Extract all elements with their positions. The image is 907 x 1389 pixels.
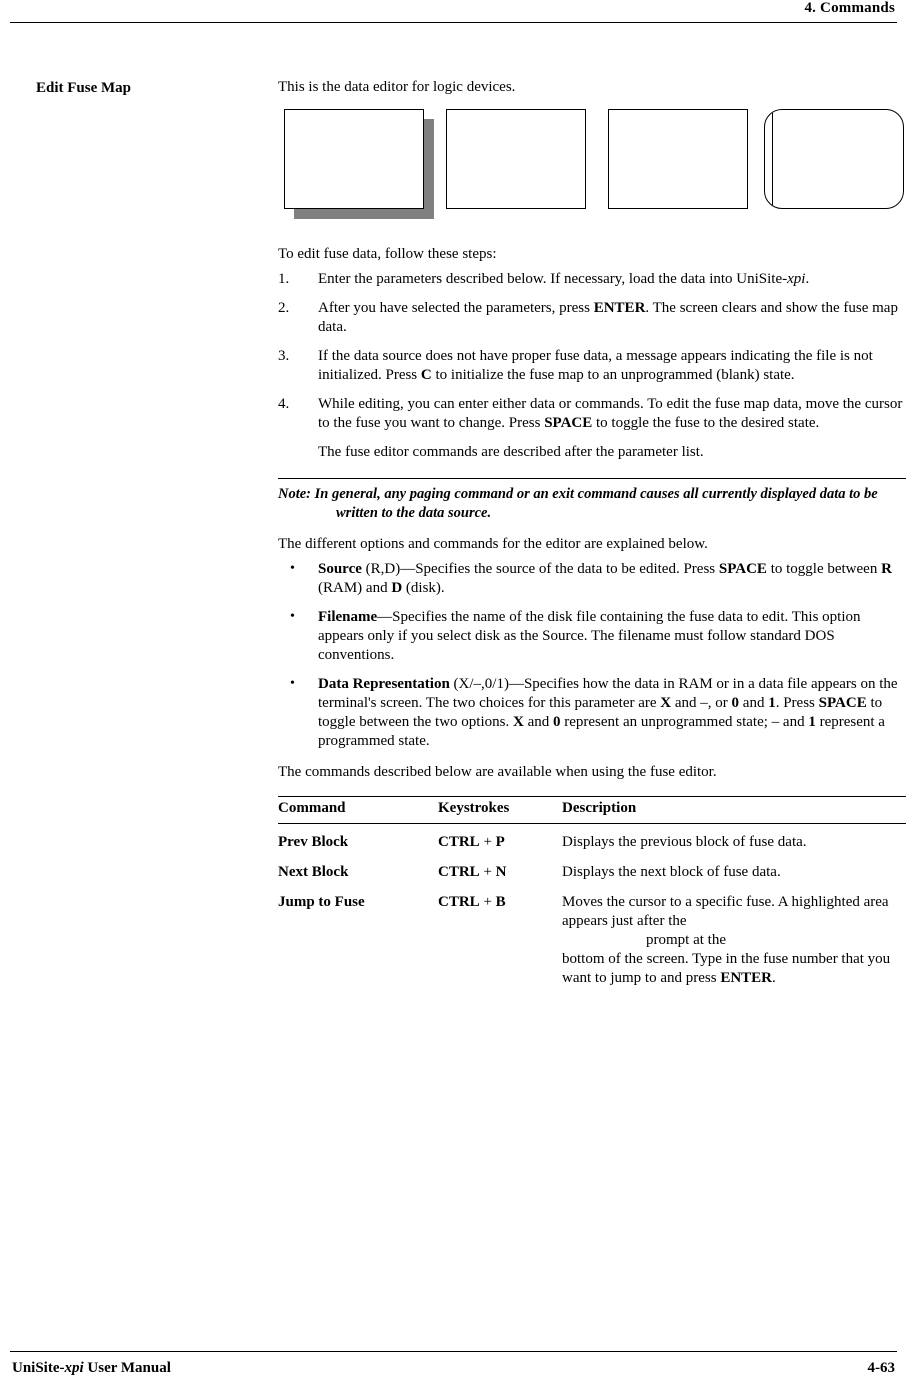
text-run: represent an unprogrammed state; – and [560,714,809,730]
bullet-icon: • [290,609,295,624]
option-text [318,609,861,663]
emphasis-bold: R [881,561,892,577]
command-name: Next Block [278,864,349,880]
text-run: to toggle the fuse to the desired state. [592,415,820,431]
text-run: . The screen clears and show the fuse map data. [318,300,898,335]
options-list [278,560,906,751]
screen-box-1 [284,109,424,209]
step-item [278,347,906,385]
step-text [318,271,809,287]
footer-manual-italic: xpi [64,1360,84,1376]
emphasis-bold: X [660,695,672,711]
intro-paragraph: This is the data editor for logic devices. [278,79,516,95]
table-intro: The commands described below are available when using the fuse editor. [278,764,717,780]
text-run: If the data source does not have proper fuse data, a message appears indicating the file is not initialized. Press [318,348,873,383]
table-row [278,824,906,855]
option-item [278,608,906,665]
chapter-title: 4. Commands [804,0,895,16]
command-name: Prev Block [278,834,349,850]
key-name: SPACE [818,695,867,711]
emphasis-bold: 1 [808,714,816,730]
note-text: In general, any paging command or an exit command causes all currently displayed data to be written to the data source. [314,486,878,521]
screen-box-3 [608,109,748,209]
text-run: represent a programmed state. [318,714,885,749]
step-item [278,270,906,289]
text-run: —Specifies the name of the disk file containing the fuse data to edit. This option appears only if you select disk as the Source. The filename must follow standard DOS conventions. [318,609,861,663]
text-run: bottom of the screen. Type in the fuse number that you want to jump to and press [562,951,891,986]
screen-box-2 [446,109,586,209]
cell-keystrokes [438,824,562,855]
table-header-row [278,797,906,824]
footer-divider [10,1351,897,1352]
step-number: 4. [278,396,290,412]
section-heading: Edit Fuse Map [36,80,132,96]
footer-page-number: 4-63 [867,1360,895,1376]
steps-list [278,270,906,433]
emphasis-bold: C [420,367,432,383]
emphasis-bold: 0 [731,695,740,711]
cell-description [562,884,906,990]
options-intro: The different options and commands for the editor are explained below. [278,536,708,552]
emphasis-bold: 1 [768,695,776,711]
emphasis-bold: B [495,894,506,910]
emphasis-bold: D [391,580,403,596]
footer-manual-title [12,1360,171,1377]
bullet-icon: • [290,561,295,576]
text-run: to toggle between the two options. [318,695,883,730]
text-run: . [805,271,810,287]
emphasis-bold: 0 [552,714,561,730]
text-run: Enter the parameters described below. If necessary, load the data into UniSite- [318,271,788,287]
emphasis-bold: Filename [318,609,378,625]
step-text [318,396,902,431]
step-number: 1. [278,271,290,287]
text-run: After you have selected the parameters, press [318,300,594,316]
cell-keystrokes [438,884,562,990]
step-text [318,348,873,383]
step-number: 2. [278,300,290,316]
step-item [278,395,906,433]
key-name: CTRL [438,894,480,910]
table-header-description: Description [562,797,906,824]
text-run: to initialize the fuse map to an unprogrammed (blank) state. [431,367,795,383]
emphasis-bold: X [512,714,524,730]
key-name: CTRL [438,834,480,850]
text-run: (X/–,0/1)—Specifies how the data in RAM or in a data file appears on the terminal's screen. The two choices for this parameter are [318,676,898,711]
table-header-command: Command [278,797,438,824]
text-run: + [479,864,496,880]
key-name: SPACE [718,561,767,577]
note-divider [278,478,906,479]
cell-command [278,884,438,990]
table-header-keystrokes: Keystrokes [438,797,562,824]
steps-lead-in: To edit fuse data, follow these steps: [278,246,497,262]
option-item [278,675,906,751]
key-name: CTRL [438,864,480,880]
option-item [278,560,906,598]
text-run: and –, or [671,695,732,711]
step-text [318,300,898,335]
content-column [278,78,906,990]
text-run: and [523,714,553,730]
option-text [318,676,898,749]
emphasis-italic: xpi [787,271,806,287]
emphasis-bold: N [495,864,507,880]
footer-manual-prefix: UniSite- [12,1360,65,1376]
steps-follow-up: The fuse editor commands are described after the parameter list. [318,444,704,460]
text-run: (RAM) and [318,580,392,596]
text-run: + [479,834,496,850]
cell-keystrokes [438,854,562,884]
text-run: (disk). [402,580,445,596]
screen-box-4 [764,109,904,209]
table-body [278,824,906,991]
command-name: Jump to Fuse [278,894,365,910]
screens-illustration [278,109,906,231]
cell-description: Displays the previous block of fuse data. [562,834,807,850]
page-header [0,0,907,30]
footer-manual-suffix: User Manual [83,1360,171,1376]
key-name: ENTER [720,970,773,986]
commands-table [278,796,906,990]
text-run: + [479,894,496,910]
header-divider [10,22,897,23]
step-item [278,299,906,337]
cell-command [278,854,438,884]
note-block [278,485,906,523]
note-label: Note: [278,486,312,502]
key-name: ENTER [593,300,646,316]
text-run: While editing, you can enter either data or commands. To edit the fuse map data, move the cursor to the fuse you want to change. Press [318,396,903,431]
key-name: SPACE [544,415,593,431]
bullet-icon: • [290,676,295,691]
emphasis-bold: Data Representation [318,676,450,692]
cell-description: Displays the next block of fuse data. [562,864,781,880]
text-run: (R,D)—Specifies the source of the data to be edited. Press [361,561,719,577]
emphasis-bold: Source [318,561,362,577]
table-row [278,884,906,990]
text-run: Moves the cursor to a specific fuse. A highlighted area appears just after the [562,894,889,929]
table-row [278,854,906,884]
emphasis-bold: P [495,834,505,850]
text-run: . [772,970,776,986]
indented-line: prompt at the [646,932,726,948]
option-text [318,561,892,596]
cell-command [278,824,438,855]
text-run: and [739,695,769,711]
text-run: . Press [775,695,819,711]
text-run: to toggle between [766,561,882,577]
step-number: 3. [278,348,290,364]
screen-box-4-divider [772,113,773,205]
